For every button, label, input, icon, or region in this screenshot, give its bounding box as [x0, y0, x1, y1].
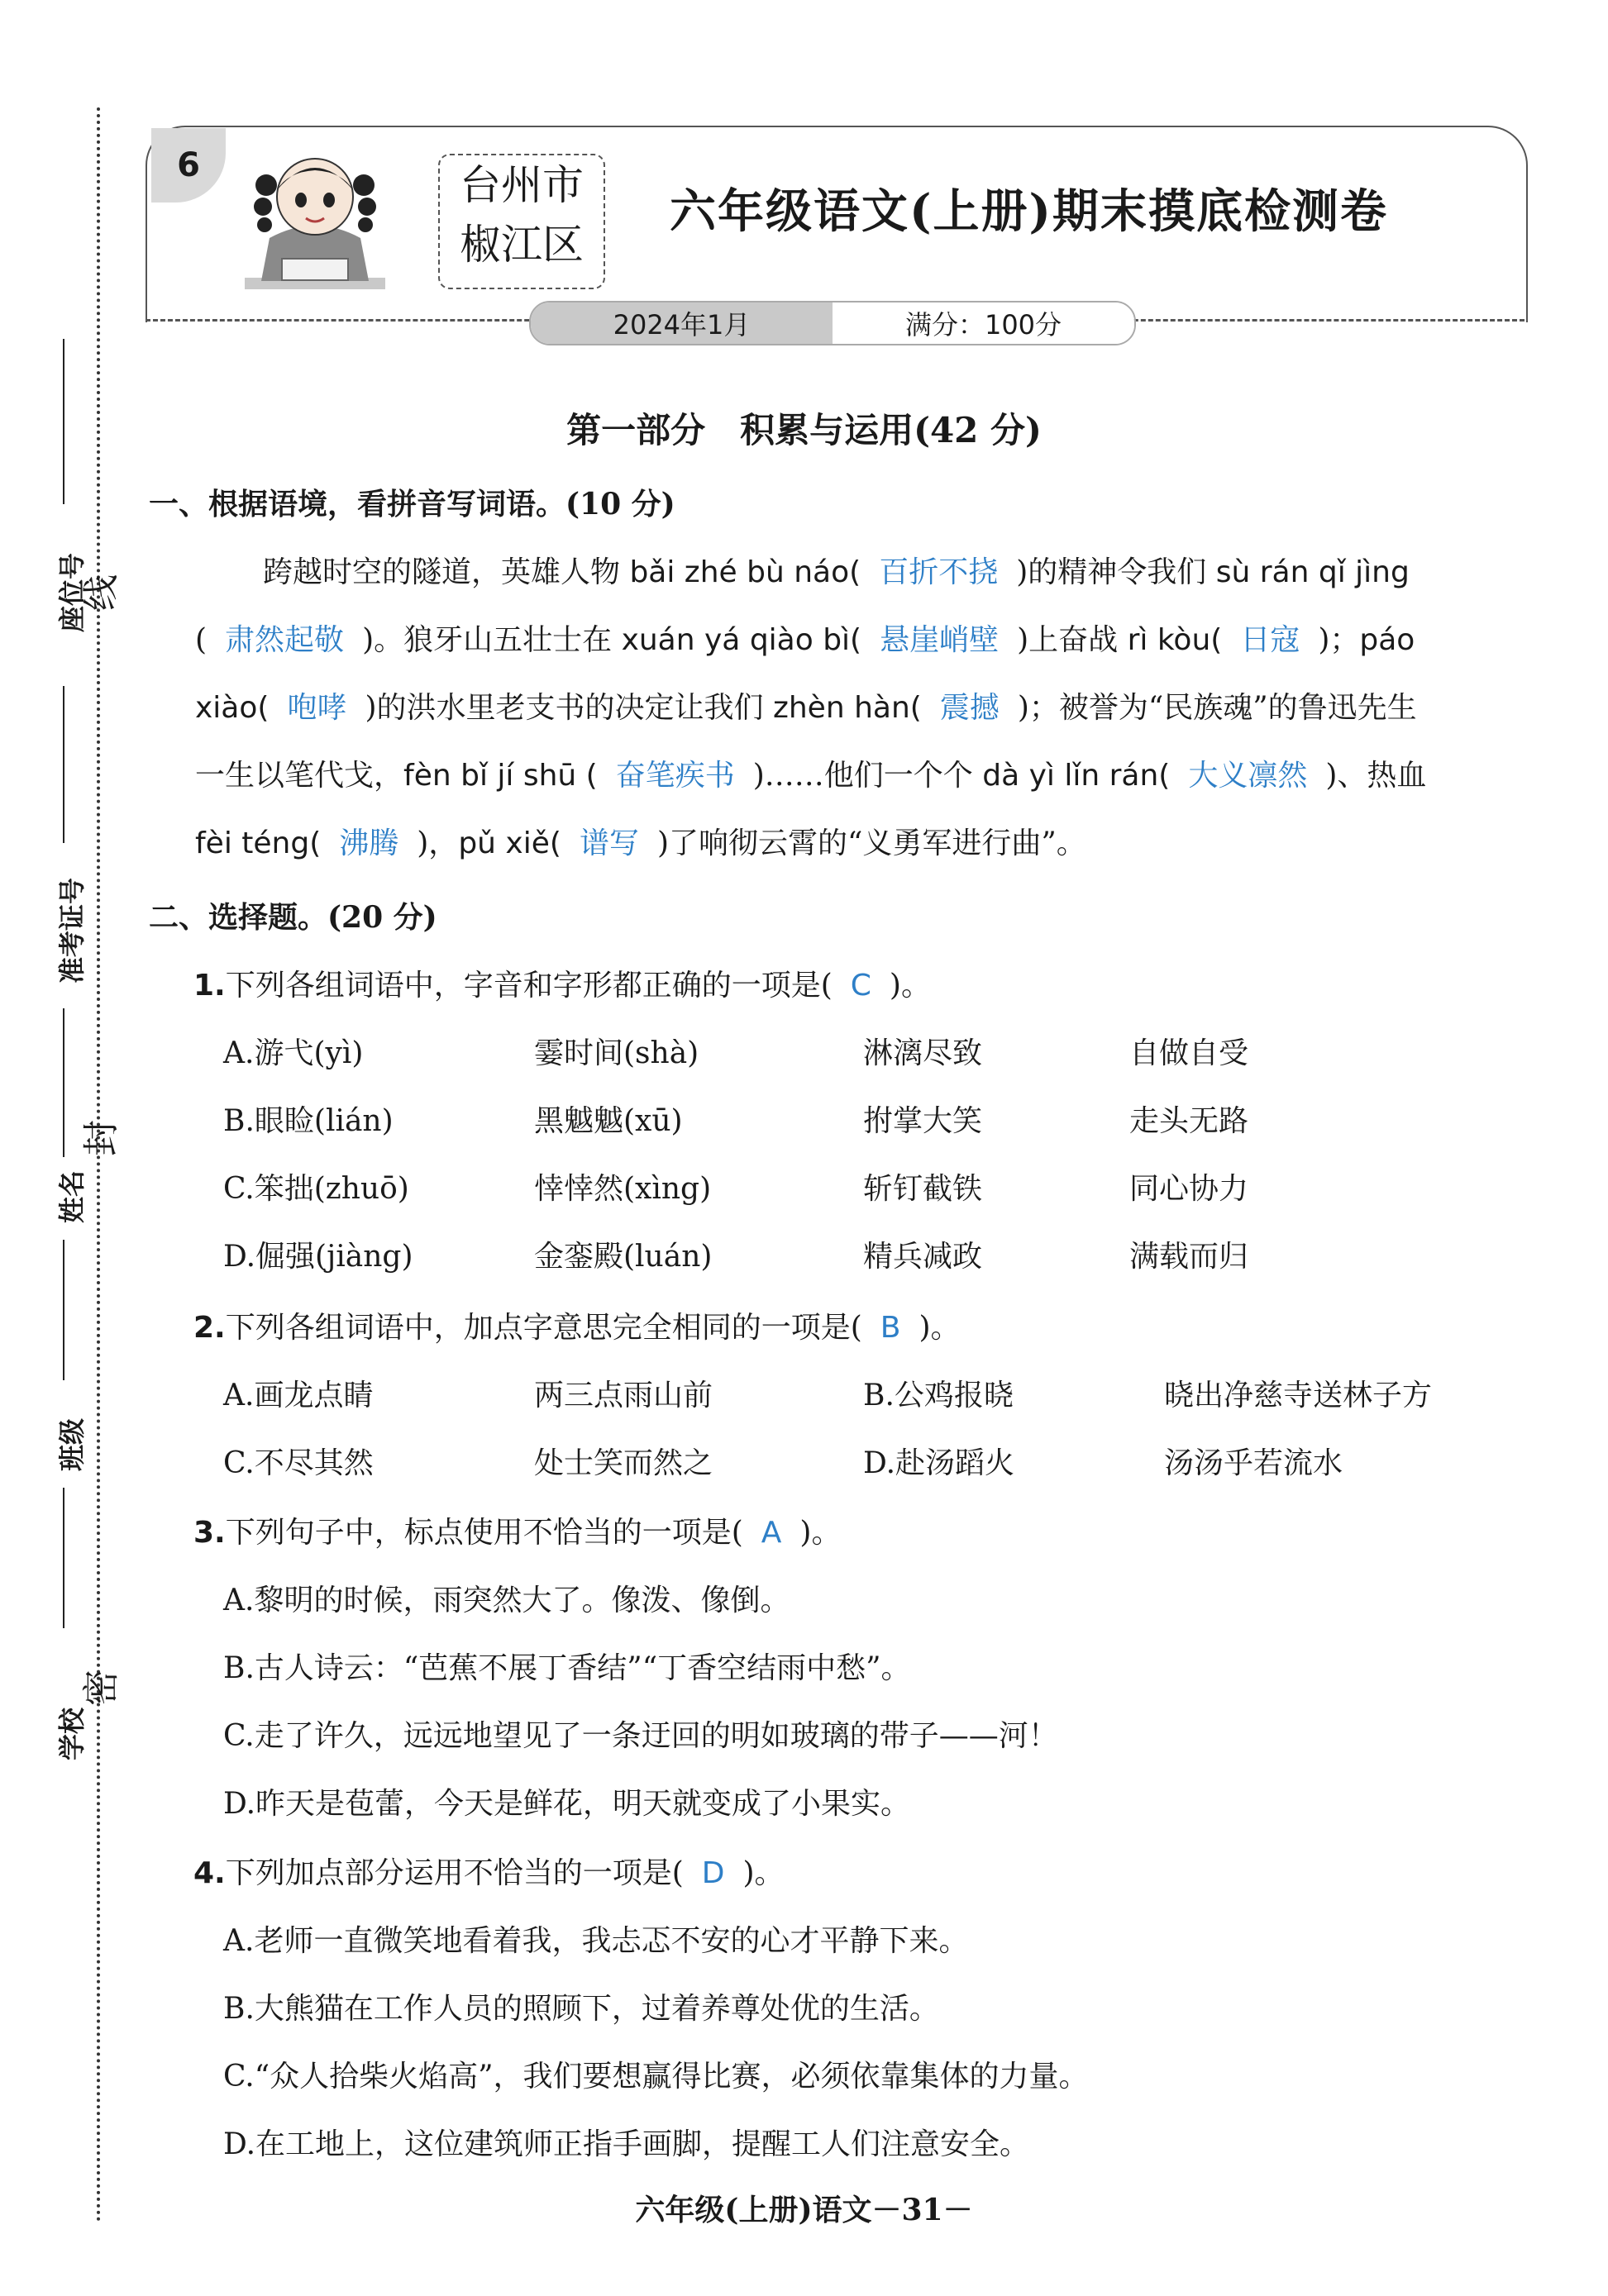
answer-text: A	[761, 1516, 782, 1550]
q3-option: B.古人诗云：“芭蕉不展丁香结”“丁香空结雨中愁”。	[223, 1651, 911, 1685]
q2-option: D.赴汤蹈火	[863, 1446, 1015, 1480]
q1-option: 黑魆魆(xū)	[534, 1104, 683, 1138]
paper-number-badge: 6	[151, 128, 226, 202]
q1-option: 自做自受	[1129, 1036, 1249, 1070]
region-city: 台州市	[460, 161, 584, 209]
q2-option: B.公鸡报晓	[863, 1379, 1014, 1412]
q4-option: B.大熊猫在工作人员的照顾下，过着养尊处优的生活。	[223, 1992, 939, 2026]
seat-label: 座位号	[56, 552, 88, 632]
q2-option: 两三点雨山前	[534, 1379, 713, 1412]
q4-option: C.“众人拾柴火焰高”，我们要想赢得比赛，必须依靠集体的力量。	[223, 2060, 1089, 2094]
q2-option: A.画龙点睛	[223, 1379, 374, 1412]
region-district: 椒江区	[460, 221, 584, 269]
section1-title: 一、根据语境，看拼音写词语。(10 分)	[149, 487, 675, 522]
seal-char-seal: 封	[80, 1120, 122, 1156]
exam-no-line	[63, 686, 64, 843]
answer-text: C	[850, 969, 871, 1003]
name-label: 姓名	[56, 1169, 88, 1223]
q1-option: 走头无路	[1129, 1104, 1249, 1138]
q1-option: 同心协力	[1129, 1172, 1249, 1206]
q2-option: 汤汤乎若流水	[1164, 1446, 1343, 1480]
q4-option: A.老师一直微笑地看着我，我忐忑不安的心才平静下来。	[223, 1924, 969, 1958]
answer-text: B	[880, 1311, 901, 1345]
question-3: 3.下列句子中，标点使用不恰当的一项是( A )。	[193, 1516, 842, 1550]
answer-text: 百折不挠	[879, 555, 999, 589]
name-line	[63, 1008, 64, 1157]
s1-line1: 跨越时空的隧道，英雄人物 bǎi zhé bù náo( 百折不挠 )的精神令我们 sù rán qǐ jìng	[263, 555, 1410, 589]
part1-title: 第一部分 积累与运用(42 分)	[566, 410, 1042, 450]
answer-text: 肃然起敬	[225, 623, 345, 657]
exam-no-label: 准考证号	[56, 877, 88, 984]
q1-option: B.眼睑(lián)	[223, 1104, 394, 1138]
q1-option: 悻悻然(xìng)	[534, 1172, 712, 1206]
answer-text: 悬崖峭壁	[880, 623, 1000, 657]
answer-text: 大义凛然	[1188, 759, 1308, 793]
q1-option: 满载而归	[1129, 1240, 1249, 1274]
seal-char-secret: 密	[80, 1670, 122, 1706]
q1-option: D.倔强(jiàng)	[223, 1240, 413, 1274]
question-4: 4.下列加点部分运用不恰当的一项是( D )。	[193, 1856, 785, 1890]
q2-option: 处士笑而然之	[534, 1446, 713, 1480]
section2-title: 二、选择题。(20 分)	[149, 900, 437, 935]
exam-title: 六年级语文(上册)期末摸底检测卷	[670, 184, 1388, 239]
exam-info-pill	[529, 301, 1136, 345]
q1-option: 霎时间(shà)	[534, 1036, 699, 1070]
s1-line5: fèi téng( 沸腾 )，pǔ xiě( 谱写 )了响彻云霄的“义勇军进行曲”。	[195, 826, 1086, 860]
answer-text: 沸腾	[339, 826, 399, 860]
q1-option: 金銮殿(luán)	[534, 1240, 713, 1274]
class-label: 班级	[56, 1417, 88, 1471]
q1-option: C.笨拙(zhuō)	[223, 1172, 409, 1206]
question-2: 2.下列各组词语中，加点字意思完全相同的一项是( B )。	[193, 1311, 961, 1345]
q1-option: 斩钉截铁	[863, 1172, 983, 1206]
q2-option: 晓出净慈寺送林子方	[1164, 1379, 1433, 1412]
q3-option: A.黎明的时候，雨突然大了。像泼、像倒。	[223, 1584, 790, 1617]
answer-text: 咆哮	[287, 691, 347, 725]
seal-char-line: 线	[80, 574, 122, 611]
answer-text: D	[701, 1856, 725, 1890]
q1-option: 精兵减政	[863, 1240, 983, 1274]
answer-text: 震撼	[939, 691, 1000, 725]
exam-date: 2024年1月	[531, 302, 833, 344]
s1-line4: 一生以笔代戈，fèn bǐ jí shū ( 奋笔疾书 )……他们一个个 dà yì lǐn rán( 大义凛然 )、热血	[195, 759, 1427, 793]
s1-line2: ( 肃然起敬 )。狼牙山五壮士在 xuán yá qiào bì( 悬崖峭壁 )上奋战 rì kòu( 日寇 )；páo	[195, 623, 1415, 657]
student-illustration	[236, 139, 394, 296]
q3-option: C.走了许久，远远地望见了一条迂回的明如玻璃的带子——河！	[223, 1719, 1058, 1753]
q4-option: D.在工地上，这位建筑师正指手画脚，提醒工人们注意安全。	[223, 2127, 1030, 2161]
answer-text: 日寇	[1240, 623, 1300, 657]
page-footer: 六年级(上册)语文－31－	[635, 2193, 973, 2227]
s1-line3: xiào( 咆哮 )的洪水里老支书的决定让我们 zhèn hàn( 震撼 )；被誉为“民族魂”的鲁迅先生	[195, 691, 1417, 725]
class-line	[63, 1488, 64, 1628]
q1-option: 拊掌大笑	[863, 1104, 983, 1138]
answer-text: 奋笔疾书	[615, 759, 735, 793]
answer-text: 谱写	[579, 826, 639, 860]
q2-option: C.不尽其然	[223, 1446, 374, 1480]
q3-option: D.昨天是苞蕾，今天是鲜花，明天就变成了小果实。	[223, 1787, 911, 1821]
q1-option: 淋漓尽致	[863, 1036, 983, 1070]
region-box	[438, 154, 605, 289]
q1-option: A.游弋(yì)	[223, 1036, 364, 1070]
question-1: 1.下列各组词语中，字音和字形都正确的一项是( C )。	[193, 969, 931, 1003]
name-line-2	[63, 1240, 64, 1380]
school-label: 学校	[56, 1707, 88, 1760]
full-score: 满分：100分	[833, 302, 1134, 344]
